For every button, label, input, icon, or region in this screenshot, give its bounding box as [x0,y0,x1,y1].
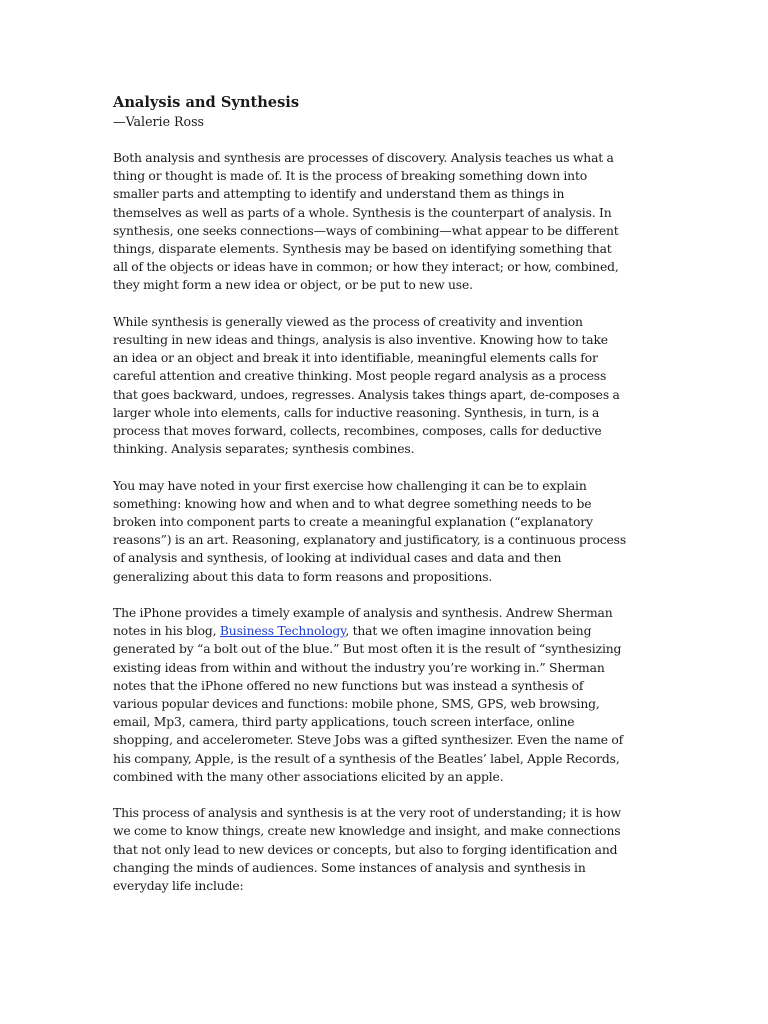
text-line: process that moves forward, collects, recombines, composes, calls for deductive [113,424,602,439]
document-title: Analysis and Synthesis [113,94,300,111]
document-author: —Valerie Ross [113,114,205,129]
text-line: things, disparate elements. Synthesis may be based on identifying something that [113,242,612,257]
document-body [113,93,658,913]
text-line: generated by “a bolt out of the blue.” But most often it is the result of “synthesizing [113,642,622,657]
text-line: smaller parts and attempting to identify and understand them as things in [113,187,565,202]
text-line: Both analysis and synthesis are processes of discovery. Analysis teaches us what a [113,151,614,165]
text-line: combined with the many other associations elicited by an apple. [113,769,504,784]
text-line: reasons”) is an art. Reasoning, explanatory and justificatory, is a continuous process [113,533,627,548]
paragraph-1 [113,149,658,295]
text-line: While synthesis is generally viewed as the process of creativity and invention [113,314,583,329]
text-line: existing ideas from within and without the industry you’re working in.” Sherman [113,660,605,675]
text-line: an idea or an object and break it into identifiable, meaningful elements calls for [113,351,598,366]
text-line: This process of analysis and synthesis is at the very root of understanding; it is how [113,806,621,821]
text-line: careful attention and creative thinking. Most people regard analysis as a process [113,369,607,384]
text-line: shopping, and accelerometer. Steve Jobs was a gifted synthesizer. Even the name of [113,733,624,748]
text-line: The iPhone provides a timely example of analysis and synthesis. Andrew Sherman [113,606,613,621]
text-line: broken into component parts to create a meaningful explanation (“explanatory [113,515,593,530]
paragraph-3 [113,477,658,586]
text-line: of analysis and synthesis, of looking at individual cases and data and then [113,551,562,566]
text-line: everyday life include: [113,879,244,894]
link-line-prefix: notes in his blog, [113,624,220,639]
link-line-suffix: , that we often imagine innovation being [345,624,592,639]
text-line: his company, Apple, is the result of a synthesis of the Beatles’ label, Apple Records, [113,751,620,766]
text-line: we come to know things, create new knowledge and insight, and make connections [113,824,621,839]
paragraph-5 [113,804,658,895]
text-line: resulting in new ideas and things, analysis is also inventive. Knowing how to take [113,333,608,348]
text-line: notes that the iPhone offered no new functions but was instead a synthesis of [113,678,584,693]
text-line: themselves as well as parts of a whole. Synthesis is the counterpart of analysis. In [113,205,612,220]
paragraph-2 [113,313,658,459]
text-line: email, Mp3, camera, third party applications, touch screen interface, online [113,715,575,730]
text-line: that not only lead to new devices or concepts, but also to forging identification and [113,842,618,857]
text-line: they might form a new idea or object, or be put to new use. [113,278,473,293]
text-line: changing the minds of audiences. Some instances of analysis and synthesis in [113,860,586,875]
text-line-with-link [113,622,658,640]
business-technology-link[interactable]: Business Technology [219,624,346,639]
text-line: thinking. Analysis separates; synthesis combines. [113,442,415,457]
text-line: synthesis, one seeks connections—ways of combining—what appear to be different [113,223,619,238]
text-line: something: knowing how and when and to what degree something needs to be [113,496,592,511]
text-line: larger whole into elements, calls for inductive reasoning. Synthesis, in turn, is a [113,405,600,420]
text-line: that goes backward, undoes, regresses. Analysis takes things apart, de-composes a [113,387,620,402]
paragraph-4 [113,604,658,786]
text-line: all of the objects or ideas have in common; or how they interact; or how, combined, [113,260,619,275]
text-line: generalizing about this data to form reasons and propositions. [113,569,493,584]
text-line: You may have noted in your first exercise how challenging it can be to explain [113,478,587,493]
text-line: thing or thought is made of. It is the process of breaking something down into [113,169,588,184]
text-line: various popular devices and functions: mobile phone, SMS, GPS, web browsing, [113,697,600,712]
